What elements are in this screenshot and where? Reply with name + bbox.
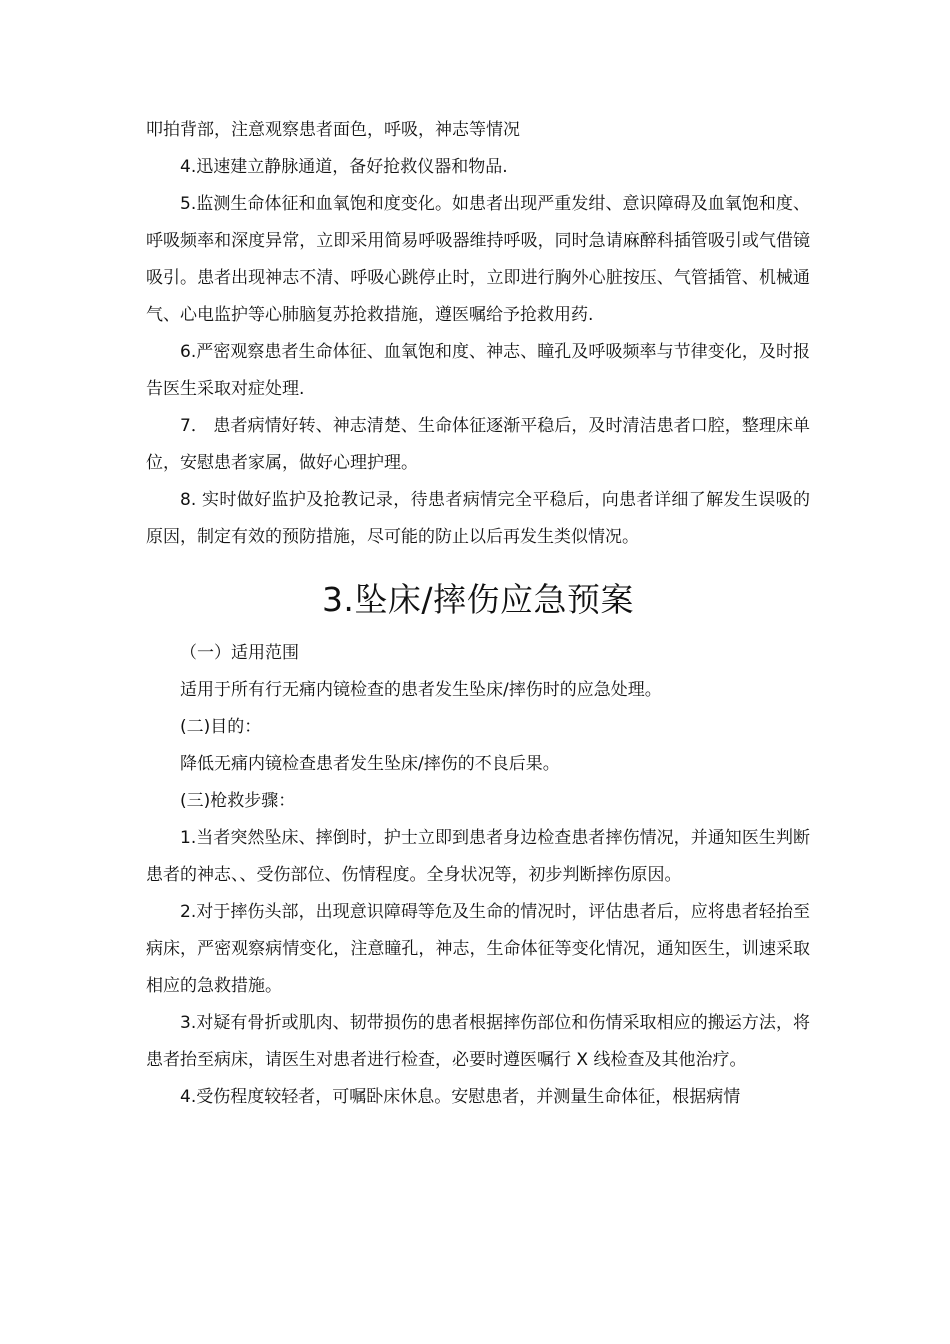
section-heading: 3.坠床/摔伤应急预案 (321, 580, 635, 619)
paragraph-continuation: 叩拍背部，注意观察患者面色，呼吸，神志等情况 (146, 120, 520, 140)
paragraph-rescue-step-3: 3.对疑有骨折或肌肉、韧带损伤的患者根据摔伤部位和伤情采取相应的搬运方法，将患者抬至病床，请医生对患者进行检查，必要时遵医嘱行 X 线检查及其他治疗。 (146, 1013, 810, 1070)
subheading-rescue-steps: (三)枪救步骤： (180, 791, 296, 811)
paragraph-purpose: 降低无痛内镜检查患者发生坠床/摔伤的不良后果。 (180, 754, 560, 774)
paragraph-step-5: 5.监测生命体征和血氧饱和度变化。如患者出现严重发绀、意识障碍及血氧饱和度、呼吸频率和深度异常，立即采用简易呼吸器维持呼吸，同时急请麻醉科插管吸引或气借镜吸引。患者出现神志不清、呼吸心跳停止时，立即进行胸外心脏按压、气管插管、机械通气、心电监护等心肺脑复苏抢救措施，遵医嘱给予抢救用药. (146, 194, 810, 325)
document-body (146, 112, 810, 1116)
paragraph-rescue-step-1: 1.当者突然坠床、摔倒时，护士立即到患者身边检查患者摔伤情况，并通知医生判断患者的神志、、受伤部位、伤情程度。全身状况等，初步判断摔伤原因。 (146, 828, 810, 885)
paragraph-step-7: 7． 患者病情好转、神志清楚、生命体征逐渐平稳后，及时清洁患者口腔，整理床单位，安慰患者家属，做好心理护理。 (146, 416, 810, 473)
subheading-purpose: (二)目的： (180, 717, 262, 737)
paragraph-rescue-step-2: 2.对于摔伤头部，出现意识障碍等危及生命的情况时，评估患者后，应将患者轻抬至病床，严密观察病情变化，注意瞳孔，神志，生命体征等变化情况，通知医生，训速采取相应的急救措施。 (146, 902, 810, 996)
paragraph-rescue-step-4: 4.受伤程度较轻者，可嘱卧床休息。安慰患者，并测量生命体征，根据病情 (180, 1087, 741, 1107)
subheading-scope: （一）适用范围 (180, 643, 299, 663)
paragraph-step-4: 4.迅速建立静脉通道，备好抢救仪器和物品. (180, 157, 508, 177)
paragraph-step-8: 8. 实时做好监护及抢教记录，待患者病情完全平稳后，向患者详细了解发生误吸的原因，制定有效的预防措施，尽可能的防止以后再发生类似情况。 (146, 490, 810, 547)
paragraph-step-6: 6.严密观察患者生命体征、血氧饱和度、神志、瞳孔及呼吸频率与节律变化，及时报告医生采取对症处理. (146, 342, 810, 399)
paragraph-scope: 适用于所有行无痛内镜检查的患者发生坠床/摔伤时的应急处理。 (180, 680, 662, 700)
